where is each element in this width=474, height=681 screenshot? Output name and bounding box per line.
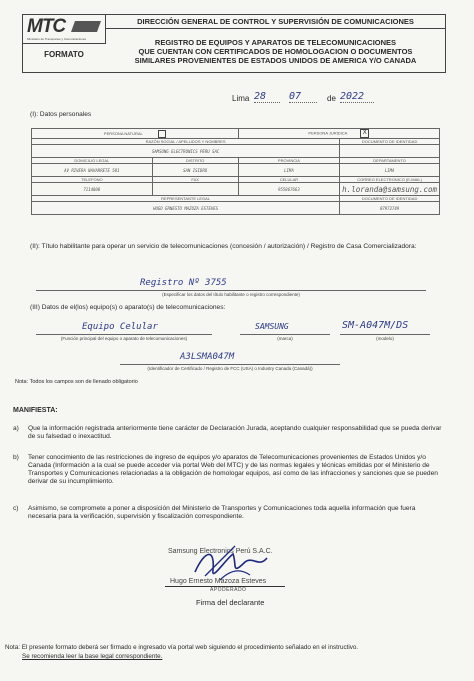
modelo-line xyxy=(340,334,430,335)
stamp-company: Samsung Electronics Perú S.A.C. xyxy=(168,548,273,555)
logo-flag-icon xyxy=(71,21,101,32)
stamp-role: APODERADO xyxy=(210,587,247,593)
persona-natural-label: PERSONA NATURAL xyxy=(103,130,143,136)
doc-identidad-label: DOCUMENTO DE IDENTIDAD xyxy=(340,139,440,145)
razon-social-value[interactable]: SAMSUNG ELECTRONICS PERU SAC xyxy=(32,145,340,158)
formato-label: FORMATO xyxy=(44,50,84,59)
doc-rep-label: DOCUMENTO DE IDENTIDAD xyxy=(340,196,440,202)
stamp-name: Hugo Ernesto Mazoza Esteves xyxy=(170,578,267,585)
representante-label: REPRESENTANTE LEGAL xyxy=(32,196,340,202)
personal-data-table xyxy=(31,128,440,215)
registro-title-2: QUE CUENTAN CON CERTIFICADOS DE HOMOLOGACION O DOCUMENTOS xyxy=(138,47,413,56)
manifiesta-a-text: Que la información registrada anteriormente tiene carácter de Declaración Jurada, aceptando cualquier responsabilidad que se pueda derivar de su falsedad o inexactitud. xyxy=(28,425,442,440)
date-month: 07 xyxy=(289,91,317,103)
footer-recommend: Se recomienda leer la base legal correspondiente. xyxy=(22,653,163,660)
date-line xyxy=(232,91,392,103)
representante-value[interactable]: HUGO ERNESTO MAZOZA ESTEVES xyxy=(32,202,340,215)
registro-title-1: REGISTRO DE EQUIPOS Y APARATOS DE TELECOMUNICACIONES xyxy=(154,38,397,47)
nota-campos: Nota: Todos los campos son de llenado obligatorio xyxy=(15,379,138,385)
logo-block xyxy=(23,15,106,44)
footer-note: Nota: El presente formato deberá ser firmado e ingresado vía portal web siguiendo el procedimiento señalado en el instructivo. xyxy=(5,644,359,651)
persona-natural-cell xyxy=(32,129,239,139)
direccion-title: DIRECCIÓN GENERAL DE CONTROL Y SUPERVISIÓN DE COMUNICACIONES xyxy=(106,15,445,29)
doc-identidad-value[interactable] xyxy=(340,145,440,158)
domicilio-value[interactable]: AV RIVERA NAVARRETE 501 xyxy=(32,164,153,177)
funcion-line xyxy=(36,334,212,335)
section1-title: (I): Datos personales xyxy=(30,111,92,118)
logo-subtext: Ministerio de Transportes y Comunicaciones xyxy=(27,37,87,41)
date-day: 28 xyxy=(254,91,280,103)
registro-title-3: SIMILARES PROVENIENTES DE ESTADOS UNIDOS DE AMERICA Y/O CANADA xyxy=(134,56,417,65)
persona-juridica-checkbox[interactable]: X xyxy=(360,129,369,138)
titulo-habilitante-value[interactable]: Registro Nº 3755 xyxy=(140,278,227,288)
razon-social-label: RAZÓN SOCIAL / APELLIDOS Y NOMBRES xyxy=(32,139,340,145)
manifiesta-c-marker: c) xyxy=(13,505,19,512)
marca-value[interactable]: SAMSUNG xyxy=(255,322,289,331)
departamento-label: DEPARTAMENTO xyxy=(340,158,440,164)
domicilio-label: DOMICILIO LEGAL xyxy=(32,158,153,164)
manifiesta-a-marker: a) xyxy=(13,425,19,432)
celular-label: CELULAR xyxy=(238,177,340,183)
manifiesta-title: MANIFIESTA: xyxy=(13,407,58,414)
persona-juridica-cell xyxy=(238,129,439,139)
distrito-label: DISTRITO xyxy=(152,158,238,164)
persona-natural-checkbox[interactable] xyxy=(158,130,166,138)
modelo-value[interactable]: SM-A047M/DS xyxy=(342,320,409,331)
departamento-value[interactable]: LIMA xyxy=(340,164,440,177)
provincia-value[interactable]: LIMA xyxy=(238,164,340,177)
telefono-label: TELEFONO xyxy=(32,177,153,183)
section2-text: (II): Título habilitante para operar un servicio de telecomunicaciones (concesión / autorización) / Registro de Casa Comercializadora: xyxy=(30,243,417,250)
funcion-caption: (Función principal del equipo o aparato de telecomunicaciones) xyxy=(60,336,188,341)
telefono-value[interactable]: 7114800 xyxy=(32,183,153,196)
correo-label: CORREO ELECTRONICO (E-MAIL) xyxy=(340,177,440,183)
fax-value[interactable] xyxy=(152,183,238,196)
mtc-logo: MTC xyxy=(27,16,66,37)
certificado-value[interactable]: A3LSMA047M xyxy=(180,352,235,362)
firma-label: Firma del declarante xyxy=(196,598,265,607)
correo-value[interactable]: h.loranda@samsung.com xyxy=(340,183,440,196)
manifiesta-b-text: Tener conocimiento de las restricciones de ingreso de equipos y/o aparatos de Telecomunicaciones provenientes de Estados Unidos y/o Canada (Información a la cual se puede acceder vía portal Web del MTC) y de las normas legales y técnicas emitidas por el Ministerio de Transportes y Comunicaciones relacionadas a la obligación de homologar equipos, así como de las infracciones y sanciones que se pueden derivar de su incumplimiento. xyxy=(28,454,438,485)
marca-line xyxy=(240,334,330,335)
certificado-line xyxy=(120,364,340,365)
titulo-habilitante-caption: (Especificar los datos del título habilitante o registro correspondiente) xyxy=(162,292,300,297)
section3-text: (III) Datos de el(los) equipo(s) o aparato(s) de telecomunicaciones: xyxy=(30,304,226,311)
provincia-label: PROVINCIA xyxy=(238,158,340,164)
doc-rep-value[interactable]: 07972749 xyxy=(340,202,440,215)
persona-juridica-label: PERSONA JURIDICA xyxy=(308,130,348,136)
de-label: de xyxy=(327,94,336,103)
manifiesta-c-text: Asimismo, se compromete a poner a disposición del Ministerio de Transportes y Comunicaciones toda aquella información que fuera necesaria para la verificación, supervisión y fiscalización correspondiente. xyxy=(28,505,416,520)
distrito-value[interactable]: SAN ISIDRO xyxy=(152,164,238,177)
date-year: 2022 xyxy=(340,91,374,103)
signature-line xyxy=(165,586,285,587)
titulo-habilitante-line xyxy=(36,290,426,291)
city-label: Lima xyxy=(232,94,250,103)
celular-value[interactable]: 955867663 xyxy=(238,183,340,196)
funcion-value[interactable]: Equipo Celular xyxy=(82,322,158,332)
certificado-caption: (Identificador de Certificado / Registro de FCC (USA) o Industry Canada (Canadá)) xyxy=(147,366,313,371)
modelo-caption: (modelo) xyxy=(376,336,394,341)
fax-label: FAX xyxy=(152,177,238,183)
manifiesta-b-marker: b) xyxy=(13,454,19,461)
marca-caption: (marca) xyxy=(277,336,293,341)
